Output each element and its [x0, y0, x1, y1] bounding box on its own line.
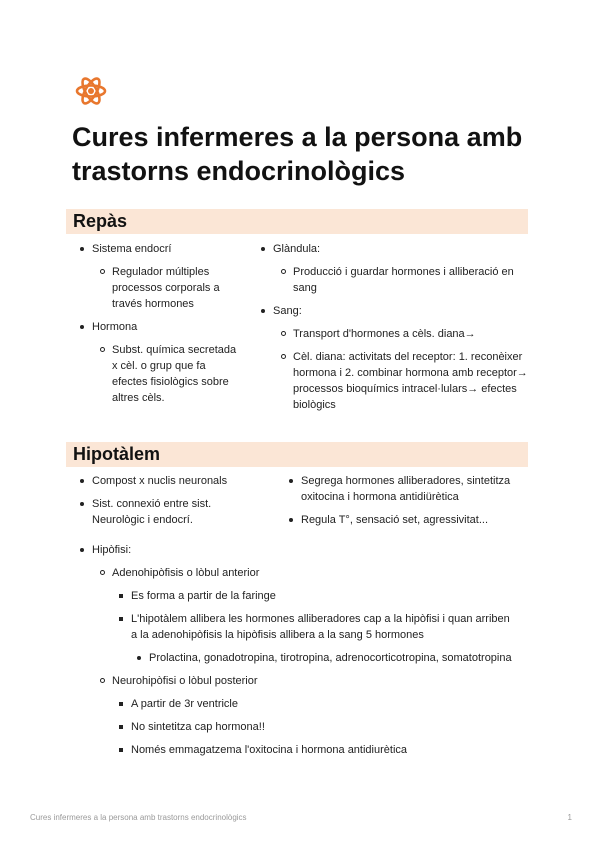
list-item-text: A partir de 3r ventricle — [131, 698, 238, 710]
list-item-text: Hormona — [92, 321, 138, 333]
list-item — [112, 673, 512, 758]
list-item-text: Cèl. diana: activitats del receptor: 1. reconèixer hormona i 2. combinar hormona amb receptor→ processos bioquímics intracel·lulars→ efectes biològics — [293, 351, 528, 411]
list-item — [301, 512, 536, 528]
list-item — [112, 264, 242, 312]
list-item-text: Sang: — [273, 305, 302, 317]
list-item-text: Regulador múltiples processos corporals a través hormones — [112, 266, 220, 310]
list-item — [293, 264, 533, 296]
list-item-text: Compost x nuclis neuronals — [92, 475, 228, 487]
list-item-text: Segrega hormones alliberadores, sintetitza oxitocina i hormona antidiürètica — [301, 475, 511, 503]
list-item-text: Es forma a partir de la faringe — [131, 590, 276, 602]
list-item-text: No sintetitza cap hormona!! — [131, 721, 265, 733]
list-item — [273, 303, 533, 413]
hipotalem-right-column — [301, 473, 536, 528]
list-item-text: Només emmagatzema l'oxitocina i hormona antidiurètica — [131, 744, 408, 756]
section-heading-repas: Repàs — [66, 209, 528, 234]
page-title: Cures infermeres a la persona amb trastorns endocrinològics — [72, 122, 523, 186]
hipotalem-left-column — [92, 473, 257, 528]
list-item-text: Adenohipòfisis o lòbul anterior — [112, 567, 260, 579]
list-item — [131, 588, 512, 604]
list-item-text: Hipòfisi: — [92, 544, 132, 556]
list-item — [112, 565, 512, 666]
list-item-text: Sistema endocrí — [92, 243, 172, 255]
list-item — [92, 496, 257, 528]
list-item-text: Prolactina, gonadotropina, tirotropina, adrenocorticotropina, somatotropina — [149, 652, 512, 664]
list-item-text: Transport d'hormones a cèls. diana→ — [293, 328, 476, 340]
list-item-text: Neurohipòfisi o lòbul posterior — [112, 675, 258, 687]
list-item — [131, 611, 512, 666]
list-item — [92, 319, 242, 406]
list-item — [131, 719, 512, 735]
list-item — [112, 342, 240, 406]
hipofisi-list — [92, 542, 512, 758]
list-item — [273, 241, 533, 296]
list-item-text: Glàndula: — [273, 243, 321, 255]
list-item — [92, 241, 242, 312]
list-item — [301, 473, 536, 505]
footer-title: Cures infermeres a la persona amb trastorns endocrinològics — [30, 813, 247, 822]
list-item — [293, 349, 533, 413]
list-item — [149, 650, 512, 666]
list-item — [131, 742, 512, 758]
atom-icon — [74, 74, 108, 108]
page-number: 1 — [567, 813, 572, 822]
list-item-text: Regula T°, sensació set, agressivitat... — [301, 514, 489, 526]
list-item — [92, 473, 257, 489]
list-item-text: L'hipotàlem allibera les hormones alliberadores cap a la hipòfisi i quan arriben a la adenohipòfisis la hipòfisis allibera a la sang 5 hormones — [131, 613, 510, 641]
list-item-text: Subst. química secretada x cèl. o grup que fa efectes fisiològics sobre altres cèls. — [112, 344, 237, 404]
repas-left-column — [92, 241, 242, 406]
list-item — [92, 542, 512, 758]
list-item — [293, 326, 533, 342]
list-item-text: Sist. connexió entre sist. Neurològic i endocrí. — [92, 498, 212, 526]
repas-right-column — [273, 241, 533, 413]
section-heading-hipotalem: Hipotàlem — [66, 442, 528, 467]
list-item-text: Producció i guardar hormones i alliberació en sang — [293, 266, 514, 294]
list-item — [131, 696, 512, 712]
